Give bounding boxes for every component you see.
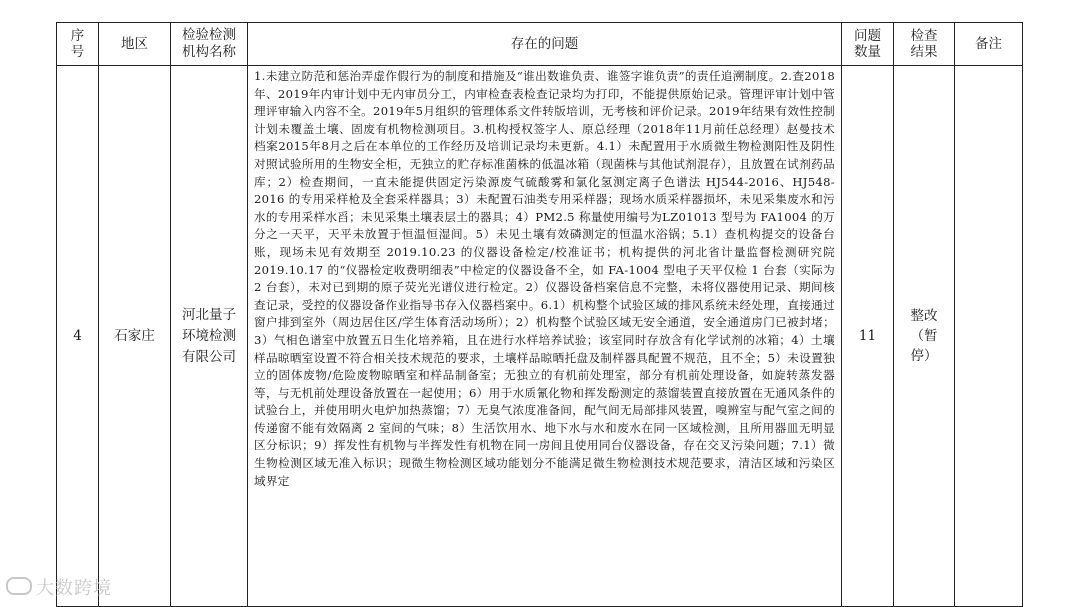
cell-count: 11 [842,66,894,607]
watermark-text: 大数跨境 [36,578,112,599]
cell-org: 河北量子环境检测有限公司 [171,66,248,607]
table-row [57,66,1023,607]
cell-seq: 4 [57,66,99,607]
watermark [6,574,112,600]
cell-region: 石家庄 [99,66,171,607]
table-header-row [57,23,1023,66]
header-seq: 序号 [57,23,99,66]
header-org: 检验检测机构名称 [171,23,248,66]
inspection-table [56,22,1023,607]
issues-text: 1.未建立防范和惩治弄虚作假行为的制度和措施及“谁出数谁负责、谁签字谁负责”的责任追溯制度。2.查2018年、2019年内审计划中无内审员分工，内审检查表检查记录均为打印，不能提供原始记录。管理评审计划中管理评审输入内容不全。2019年5月组织的管理体系文件转版培训，无考核和评价记录。2019年结果有效性控制计划未覆盖土壤、固废有机物检测项目。3.机构授权签字人、原总经理（2018年11月前任总经理）赵曼技术档案2015年8月之后在本单位的工作经历及培训记录均未更新。4.1）未配置用于水质微生物检测阳性及阴性对照试验所用的生物安全柜，无独立的贮存标准菌株的低温冰箱（现菌株与其他试剂混存），且放置在试剂药品库；2）检查期间，一直未能提供固定污染源废气硫酸雾和氯化氢测定离子色谱法 HJ544-2016、HJ548-2016 的专用采样枪及全套采样器具；3）未配置石油类专用采样器；现场水质采样器损坏，未见采集废水和污水的专用采样水舀；未见采集土壤表层土的器具；4）PM2.5 称量使用编号为LZ01013 型号为 FA1004 的万分之一天平，天平未放置于恒温恒湿间。5）未见土壤有效磷测定的恒温水浴锅；5.1）查机构提交的设备台账，现场未见有效期至 2019.10.23 的仪器设备检定/校准证书；机构提供的河北省计量监督检测研究院 2019.10.17 的“仪器检定收费明细表”中检定的仪器设备不全，如 FA-1004 型电子天平仅检 1 台套（实际为2 台套），未对已到期的原子荧光光谱仪进行检定。2）仪器设备档案信息不完整，未将仪器使用记录、期间核查记录，受控的仪器设备作业指导书存入仪器档案中。6.1）机构整个试验区域的排风系统未经处理，直接通过窗户排到室外（周边居住区/学生体育活动场所）；2）机构整个试验区域无安全通道，安全通道房门已被封堵；3）气相色谱室中放置五日生化培养箱，且在进行水样培养试验；该室同时存放含有化学试剂的冰箱；4）土壤样品晾晒室设置不符合相关技术规范的要求，土壤样品晾晒托盘及制样器具配置不规范，且不全；5）未设置独立的固体废物/危险废物晾晒室和样品制备室；无独立的有机前处理室，部分有机前处理设备，如旋转蒸发器等，与无机前处理设备放置在一起使用；6）用于水质氰化物和挥发酚测定的蒸馏装置直接放置在无通风条件的试验台上，并使用明火电炉加热蒸馏；7）无臭气浓度准备间，配气间无局部排风装置，嗅辨室与配气室之间的传递窗不能有效隔离 2 室间的气味；8）生活饮用水、地下水与水和废水在同一区域检测，且所用器皿无明显区分标识；9）挥发性有机物与半挥发性有机物在同一房间且使用同台仪器设备，存在交叉污染问题；7.1）微生物检测区域无准入标识；现微生物检测区域功能划分不能满足微生物检测技术规范要求，清洁区域和污染区域界定 [254,69,835,488]
cell-remark [955,66,1023,607]
cell-result: 整改（暂停） [894,66,955,607]
watermark-logo-icon [6,577,32,595]
header-remark: 备注 [955,23,1023,66]
header-issues: 存在的问题 [248,23,842,66]
header-count: 问题数量 [842,23,894,66]
header-region: 地区 [99,23,171,66]
cell-issues [248,66,842,607]
header-result: 检查结果 [894,23,955,66]
